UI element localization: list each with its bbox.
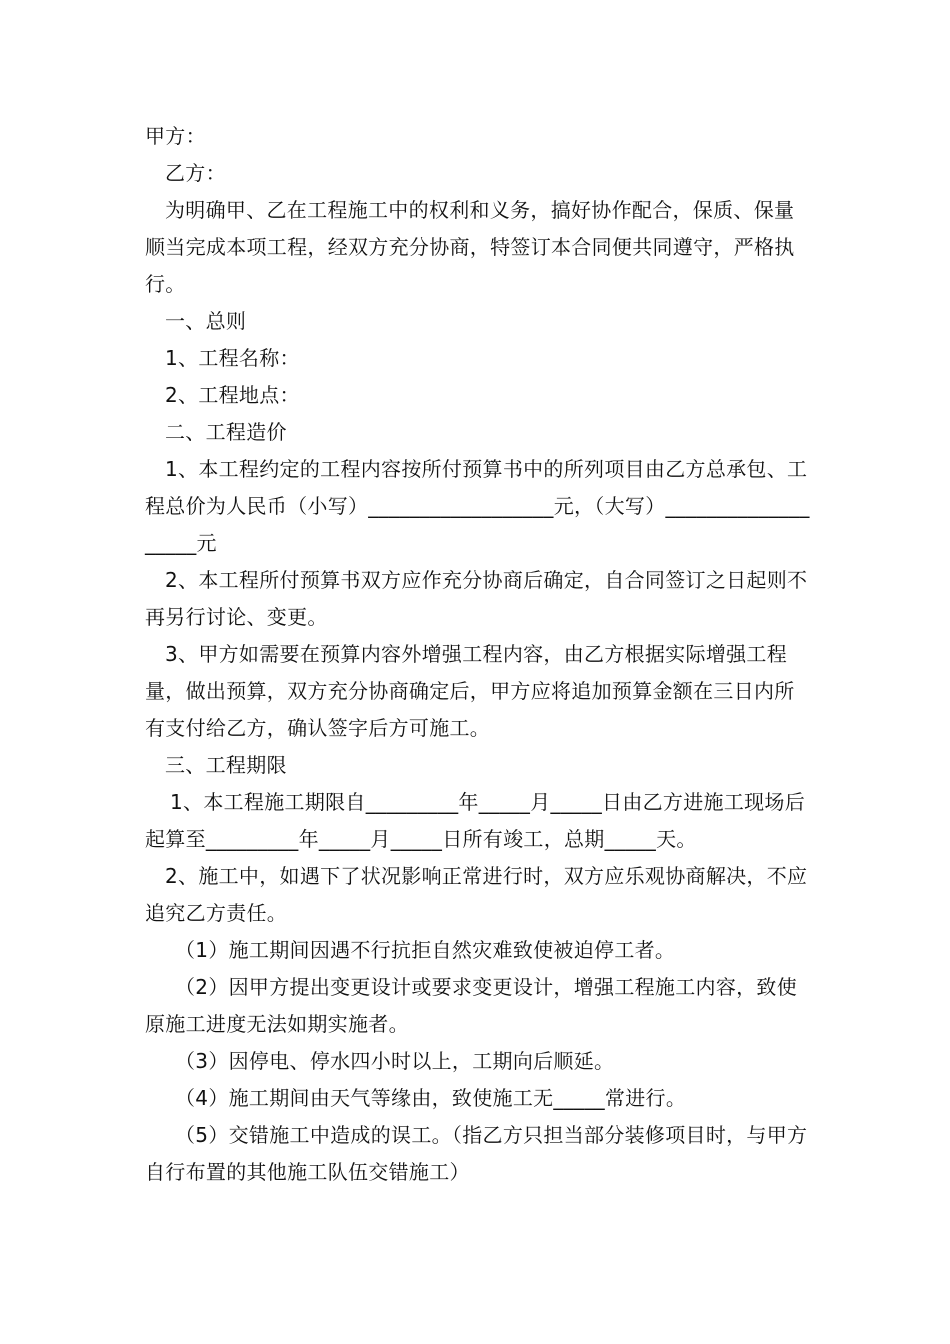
period-clause-1: 1、本工程施工期限自_________年_____月_____日由乙方进施工现场后起算至_________年_____月_____日所有竣工，总期_____天。 (145, 790, 806, 851)
period-item-3: （3）因停电、停水四小时以上，工期向后顺延。 (175, 1049, 615, 1073)
period-item-5: （5）交错施工中造成的误工。（指乙方只担当部分装修项目时，与甲方自行布置的其他施工队伍交错施工） (145, 1123, 808, 1184)
cost-clause-3: 3、甲方如需要在预算内容外增强工程内容，由乙方根据实际增强工程量，做出预算，双方充分协商确定后，甲方应将追加预算金额在三日内所有支付给乙方，确认签字后方可施工。 (145, 642, 795, 740)
cost-clause-1: 1、本工程约定的工程内容按所付预算书中的所列项目由乙方总承包、工程总价为人民币（小写）__________________元，（大写）___________________元 (145, 457, 810, 555)
party-b-line: 乙方： (165, 161, 226, 185)
preamble-paragraph: 为明确甲、乙在工程施工中的权利和义务，搞好协作配合，保质、保量顺当完成本项工程，经双方充分协商，特签订本合同便共同遵守，严格执行。 (145, 198, 795, 296)
section-heading-general: 一、总则 (165, 309, 247, 333)
period-item-4: （4）施工期间由天气等缘由，致使施工无_____常进行。 (175, 1086, 687, 1110)
section-heading-period: 三、工程期限 (165, 753, 287, 777)
project-name-line: 1、工程名称： (165, 346, 300, 370)
cost-clause-2: 2、本工程所付预算书双方应作充分协商后确定，自合同签订之日起则不再另行讨论、变更。 (145, 568, 808, 629)
party-a-line: 甲方： (145, 124, 206, 148)
section-heading-cost: 二、工程造价 (165, 420, 287, 444)
project-location-line: 2、工程地点： (165, 383, 300, 407)
contract-page (145, 118, 810, 1191)
period-clause-2: 2、施工中，如遇下了状况影响正常进行时，双方应乐观协商解决，不应追究乙方责任。 (145, 864, 808, 925)
period-item-2: （2）因甲方提出变更设计或要求变更设计，增强工程施工内容，致使原施工进度无法如期实施者。 (145, 975, 798, 1036)
period-item-1: （1）施工期间因遇不行抗拒自然灾难致使被迫停工者。 (175, 938, 676, 962)
